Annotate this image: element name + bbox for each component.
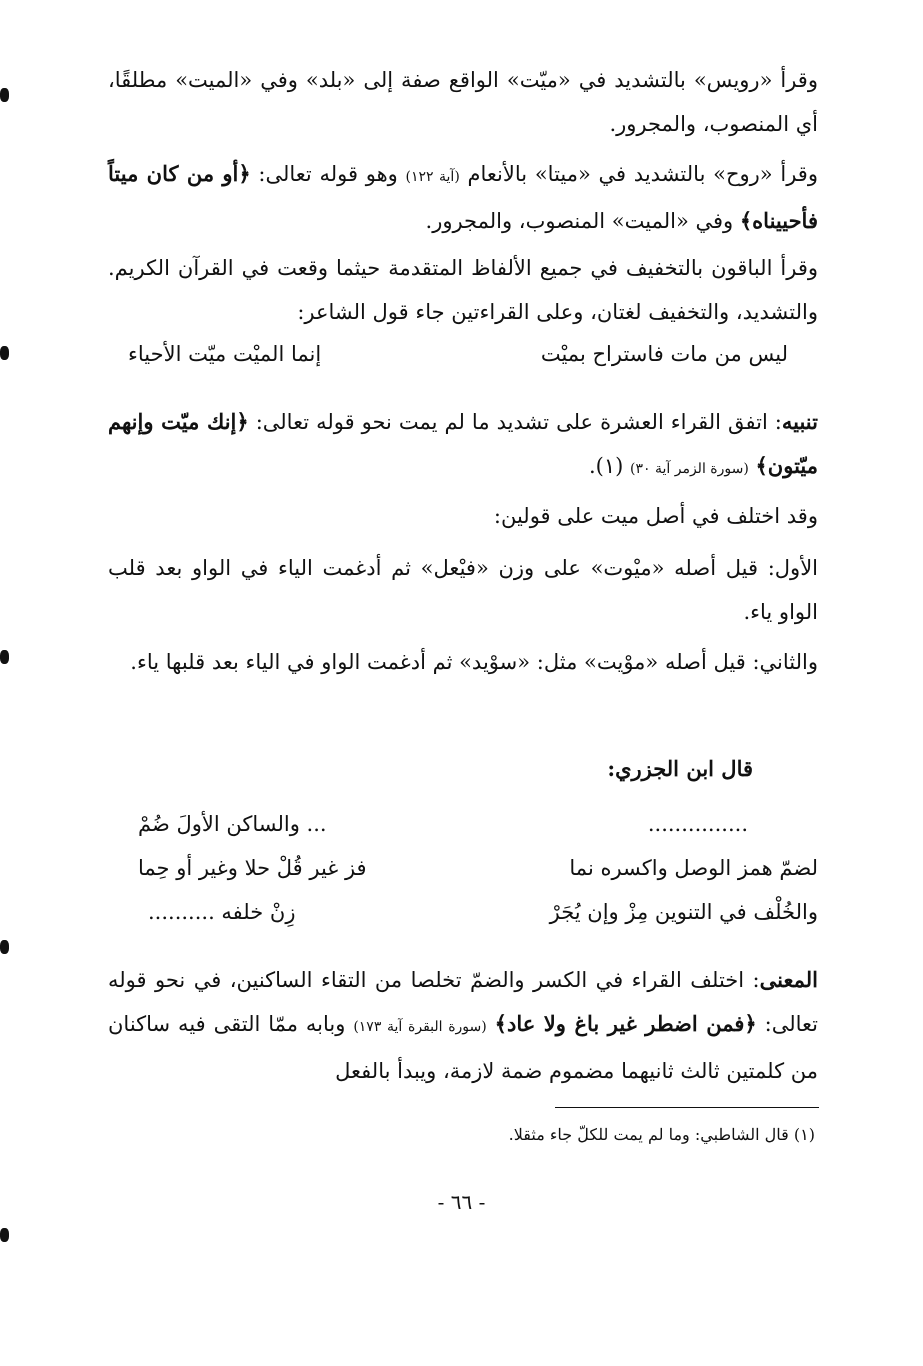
text-run: (١). — [588, 454, 631, 478]
bold-text: ﴿إنك ميّت وإنهم ميّتون﴾ — [108, 409, 818, 478]
text-run: وقد اختلف في أصل ميت على قولين: — [493, 504, 818, 528]
reference-text: (آية ١٢٢) — [405, 169, 460, 185]
paragraph-second-view — [108, 640, 818, 684]
verse-second-hemistich: فز غير قُلْ حلا وغير أو حِما — [138, 856, 367, 880]
verse-row — [108, 856, 818, 900]
text-run: وقرأ «رويس» بالتشديد في «ميّت» الواقع صفة إلى «بلد» وفي «الميت» مطلقًا، أي المنصوب، والمجرور. — [108, 68, 818, 136]
page-number: - ٦٦ - — [437, 1190, 486, 1214]
paragraph-ruways — [108, 58, 818, 146]
text-run: : اختلف القراء في الكسر والضمّ تخلصا من التقاء الساكنين، في نحو قوله تعالى: — [108, 968, 819, 1036]
text-run: والثاني: قيل أصله «موْيت» مثل: «سوْيد» ثم أدغمت الواو في الياء بعد قلبها ياء. — [130, 650, 818, 674]
section-heading: قال ابن الجزري: — [607, 756, 753, 781]
text-run — [749, 454, 756, 478]
paragraph-first-view — [108, 546, 818, 634]
poem-second-hemistich: إنما الميْت ميّت الأحياء — [128, 342, 322, 366]
text-run: وهو قوله تعالى: — [250, 162, 406, 186]
scan-mark — [0, 346, 9, 360]
paragraph-origin — [108, 494, 818, 538]
footnote-separator — [555, 1107, 819, 1108]
paragraph-rawh — [108, 152, 818, 243]
scan-mark — [0, 1228, 9, 1242]
text-run: وقرأ الباقون بالتخفيف في جميع الألفاظ المتقدمة حيثما وقعت في القرآن الكريم. والتشديد، والتخفيف لغتان، وعلى القراءتين جاء قول الشاعر: — [108, 256, 818, 324]
text-run: وبابه ممّا التقى فيه ساكنان من كلمتين ثالث ثانيهما مضموم ضمة لازمة، ويبدأ بالفعل — [108, 1012, 818, 1083]
scan-mark — [0, 650, 9, 664]
verse-row — [108, 812, 818, 856]
paragraph-note — [108, 400, 818, 491]
poem-line — [108, 342, 818, 386]
paragraph-meaning — [108, 958, 818, 1093]
verse-second-hemistich: زِنْ خلفه .......... — [148, 900, 296, 924]
footnote: (١) قال الشاطبي: وما لم يمت للكلّ جاء مثقلا. — [508, 1125, 815, 1144]
bold-text: ﴿أو من كان ميتاً فأحييناه﴾ — [108, 161, 818, 233]
paragraph-others — [108, 246, 818, 334]
reference-text: (سورة البقرة آية ١٧٣) — [353, 1019, 487, 1035]
bold-text: ﴿فمن اضطر غير باغ ولا عاد﴾ — [494, 1011, 757, 1036]
verse-second-hemistich: ... والساكن الأولَ ضُمْ — [138, 812, 327, 836]
bold-text: المعنى — [759, 967, 818, 992]
scan-mark — [0, 88, 9, 102]
bold-text: تنبيه — [781, 409, 818, 434]
text-run: وفي «الميت» المنصوب، والمجرور. — [425, 209, 740, 233]
text-run — [487, 1012, 495, 1036]
reference-text: (سورة الزمر آية ٣٠) — [630, 461, 749, 477]
verse-first-hemistich: ............... — [647, 812, 748, 836]
verse-first-hemistich: لضمّ همز الوصل واكسره نما — [569, 856, 818, 880]
text-run: الأول: قيل أصله «ميْوت» على وزن «فيْعل» ثم أدغمت الياء في الواو بعد قلب الواو ياء. — [108, 556, 818, 624]
text-run: وقرأ «روح» بالتشديد في «ميتا» بالأنعام — [459, 162, 818, 186]
scan-mark — [0, 940, 9, 954]
text-run: : اتفق القراء العشرة على تشديد ما لم يمت نحو قوله تعالى: — [248, 410, 782, 434]
verse-row — [108, 900, 818, 944]
verse-first-hemistich: والخُلْف في التنوين مِزْ وإن يُجَرْ — [549, 900, 818, 924]
poem-first-hemistich: ليس من مات فاستراح بميْت — [540, 342, 788, 366]
